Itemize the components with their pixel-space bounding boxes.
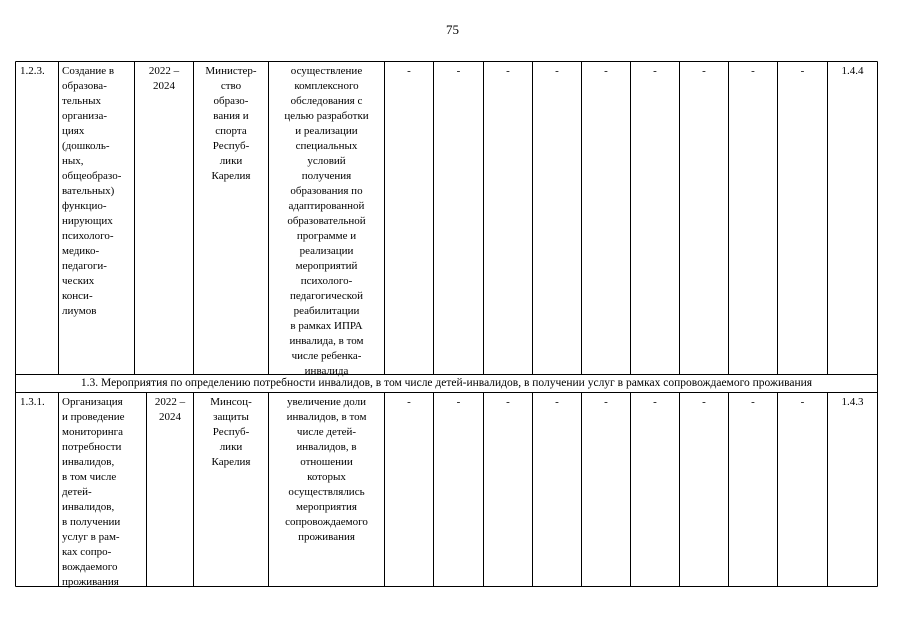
row-number: 1.2.3. bbox=[20, 65, 45, 77]
row-number: 1.3.1. bbox=[20, 396, 45, 408]
row-name: Создание в образова- тельных организа- циях (дошколь- ных, общеобразо- вательных) функцио- нирующих психолого- медико- педагоги- ческих конси- лиумов bbox=[62, 65, 122, 317]
row-value: - bbox=[604, 65, 608, 77]
page-number: 75 bbox=[446, 22, 459, 37]
section-heading: 1.3. Мероприятия по определению потребности инвалидов, в том числе детей-инвалидов, в получении услуг в рамках сопровождаемого проживания bbox=[80, 377, 813, 389]
row-name: Организация и проведение мониторинга потребности инвалидов, в том числе детей- инвалидов, в получении услуг в рам- ках сопро- вождаемого проживания bbox=[62, 396, 125, 588]
row-value: - bbox=[751, 396, 755, 408]
row-value: - bbox=[800, 65, 805, 77]
row-value: - bbox=[604, 396, 608, 408]
row-indicator: 1.4.4 bbox=[841, 65, 864, 77]
row-value: - bbox=[456, 396, 461, 408]
row-value: - bbox=[506, 396, 510, 408]
row-value: - bbox=[456, 65, 461, 77]
row-value: - bbox=[702, 396, 706, 408]
row-period: 2022 – 2024 bbox=[154, 396, 186, 423]
row-value: - bbox=[506, 65, 510, 77]
row-value: - bbox=[800, 396, 805, 408]
row-executor: Министер- ство образо- вания и спорта Респуб- лики Карелия bbox=[205, 65, 257, 182]
row-value: - bbox=[407, 65, 411, 77]
row-result: увеличение доли инвалидов, в том числе детей- инвалидов, в отношении которых осуществлялись мероприятия сопровождаемого проживания bbox=[285, 396, 368, 543]
row-executor: Минсоц- защиты Респуб- лики Карелия bbox=[210, 396, 252, 468]
row-value: - bbox=[702, 65, 706, 77]
row-value: - bbox=[555, 65, 559, 77]
row-value: - bbox=[653, 396, 657, 408]
row-indicator: 1.4.3 bbox=[841, 396, 864, 408]
row-value: - bbox=[751, 65, 755, 77]
row-value: - bbox=[555, 396, 559, 408]
row-result: осуществление комплексного обследования с целью разработки и реализации специальных условий получения образования по адаптированной образовательной программе и реализации мероприятий психолого- педагогической реабилитации в рамках ИПРА инвалида, в том числе ребенка- инвалида bbox=[284, 65, 369, 377]
row-period: 2022 – 2024 bbox=[148, 65, 180, 92]
row-value: - bbox=[407, 396, 411, 408]
row-value: - bbox=[653, 65, 657, 77]
